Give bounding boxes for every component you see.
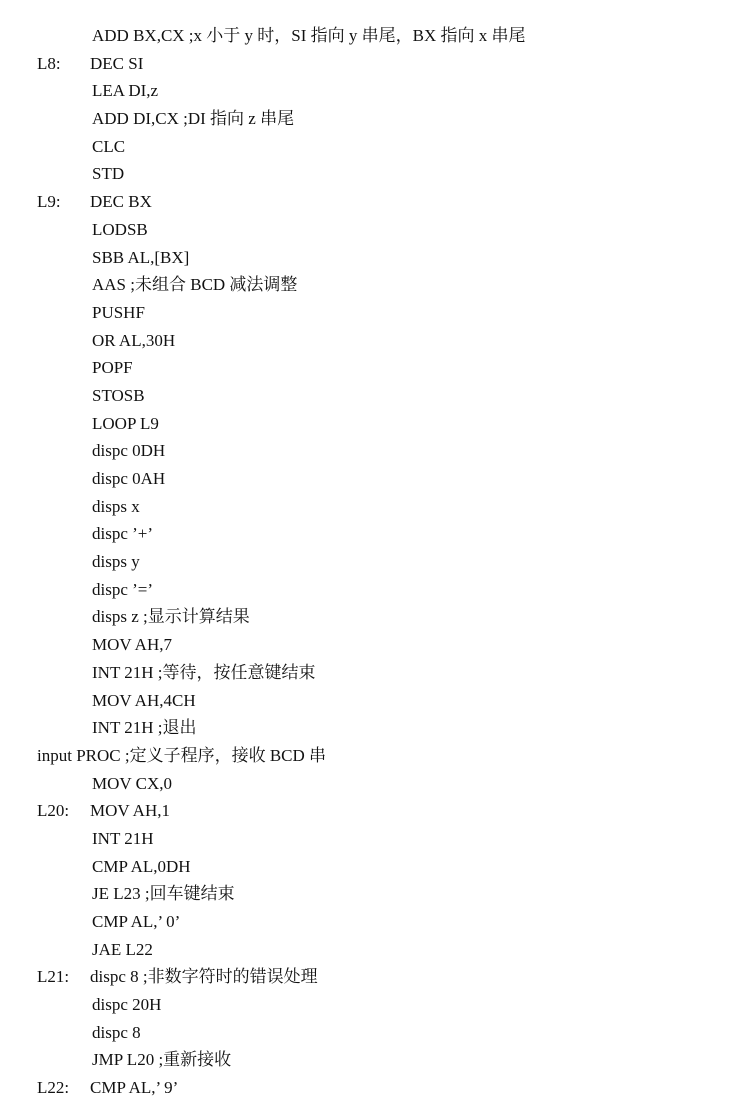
line-label: L9: xyxy=(37,192,61,212)
code-text: JAE L22 xyxy=(92,939,153,959)
code-text: dispc 8 ;非数字符时的错误处理 xyxy=(90,967,318,987)
line-label: L8: xyxy=(37,53,61,73)
code-text: disps y xyxy=(92,552,140,572)
code-text: CMP AL,’ 0’ xyxy=(92,912,181,931)
line-label: L21: xyxy=(37,967,70,987)
code-line xyxy=(0,382,750,410)
code-line xyxy=(0,244,750,272)
code-text: PUSHF xyxy=(92,302,145,322)
code-text: MOV AH,7 xyxy=(92,635,172,655)
code-text: STD xyxy=(92,164,125,184)
code-text: disps x xyxy=(92,496,140,516)
code-text: dispc ’+’ xyxy=(92,524,154,544)
code-line xyxy=(0,880,750,908)
code-text: MOV AH,1 xyxy=(90,801,170,821)
code-text: CMP AL,0DH xyxy=(92,856,191,876)
code-line xyxy=(0,991,750,1019)
code-line xyxy=(0,50,750,78)
code-line xyxy=(0,576,750,604)
code-text: INT 21H ;退出 xyxy=(92,718,197,738)
code-text: dispc 0DH xyxy=(92,441,166,461)
code-text: DEC BX xyxy=(90,192,152,212)
code-line xyxy=(0,659,750,687)
code-text: input PROC ;定义子程序，接收 BCD 串 xyxy=(37,745,327,765)
code-line xyxy=(0,520,750,548)
code-text: MOV AH,4CH xyxy=(92,690,196,710)
code-line xyxy=(0,160,750,188)
code-line xyxy=(0,410,750,438)
code-text: AAS ;未组合 BCD 减法调整 xyxy=(92,275,298,295)
code-line xyxy=(0,188,750,216)
code-line xyxy=(0,908,750,936)
code-text: LEA DI,z xyxy=(92,81,159,101)
code-text: POPF xyxy=(92,358,133,378)
code-text: LOOP L9 xyxy=(92,413,159,433)
code-line xyxy=(0,548,750,576)
code-listing xyxy=(0,22,750,1102)
code-text: dispc 0AH xyxy=(92,469,166,488)
code-text: dispc ’=’ xyxy=(92,579,154,599)
code-line xyxy=(0,936,750,964)
code-line xyxy=(0,963,750,991)
code-text: CLC xyxy=(92,136,126,156)
code-text: ADD DI,CX ;DI 指向 z 串尾 xyxy=(92,109,295,129)
code-line xyxy=(0,105,750,133)
code-text: MOV CX,0 xyxy=(92,773,172,793)
code-line xyxy=(0,1046,750,1074)
code-text: STOSB xyxy=(92,385,145,405)
code-line xyxy=(0,687,750,715)
code-line xyxy=(0,797,750,825)
code-line xyxy=(0,77,750,105)
code-text: OR AL,30H xyxy=(92,330,176,350)
code-line xyxy=(0,631,750,659)
code-line xyxy=(0,493,750,521)
code-text: dispc 20H xyxy=(92,995,162,1015)
code-text: JE L23 ;回车键结束 xyxy=(92,884,235,904)
code-text: dispc 8 xyxy=(92,1022,141,1042)
code-line xyxy=(0,770,750,798)
code-text: ADD BX,CX ;x 小于 y 时，SI 指向 y 串尾，BX 指向 x 串尾 xyxy=(92,26,526,45)
code-text: SBB AL,[BX] xyxy=(92,247,190,267)
code-text: LODSB xyxy=(92,219,148,239)
code-line xyxy=(0,216,750,244)
code-line xyxy=(0,271,750,299)
line-label: L20: xyxy=(37,801,70,821)
code-text: disps z ;显示计算结果 xyxy=(92,607,250,627)
code-text: INT 21H xyxy=(92,828,154,848)
code-line xyxy=(0,742,750,770)
code-line xyxy=(0,354,750,382)
code-text: JMP L20 ;重新接收 xyxy=(92,1050,232,1070)
code-text: CMP AL,’ 9’ xyxy=(90,1078,179,1098)
code-line xyxy=(0,853,750,881)
code-line xyxy=(0,327,750,355)
code-text: DEC SI xyxy=(90,53,144,73)
code-line xyxy=(0,299,750,327)
code-line xyxy=(0,1019,750,1047)
code-line xyxy=(0,437,750,465)
code-line xyxy=(0,603,750,631)
code-line xyxy=(0,825,750,853)
code-line xyxy=(0,714,750,742)
line-label: L22: xyxy=(37,1078,70,1098)
code-text: INT 21H ;等待，按任意键结束 xyxy=(92,662,316,682)
code-line xyxy=(0,22,750,50)
code-line xyxy=(0,1074,750,1102)
code-line xyxy=(0,465,750,493)
code-line xyxy=(0,133,750,161)
